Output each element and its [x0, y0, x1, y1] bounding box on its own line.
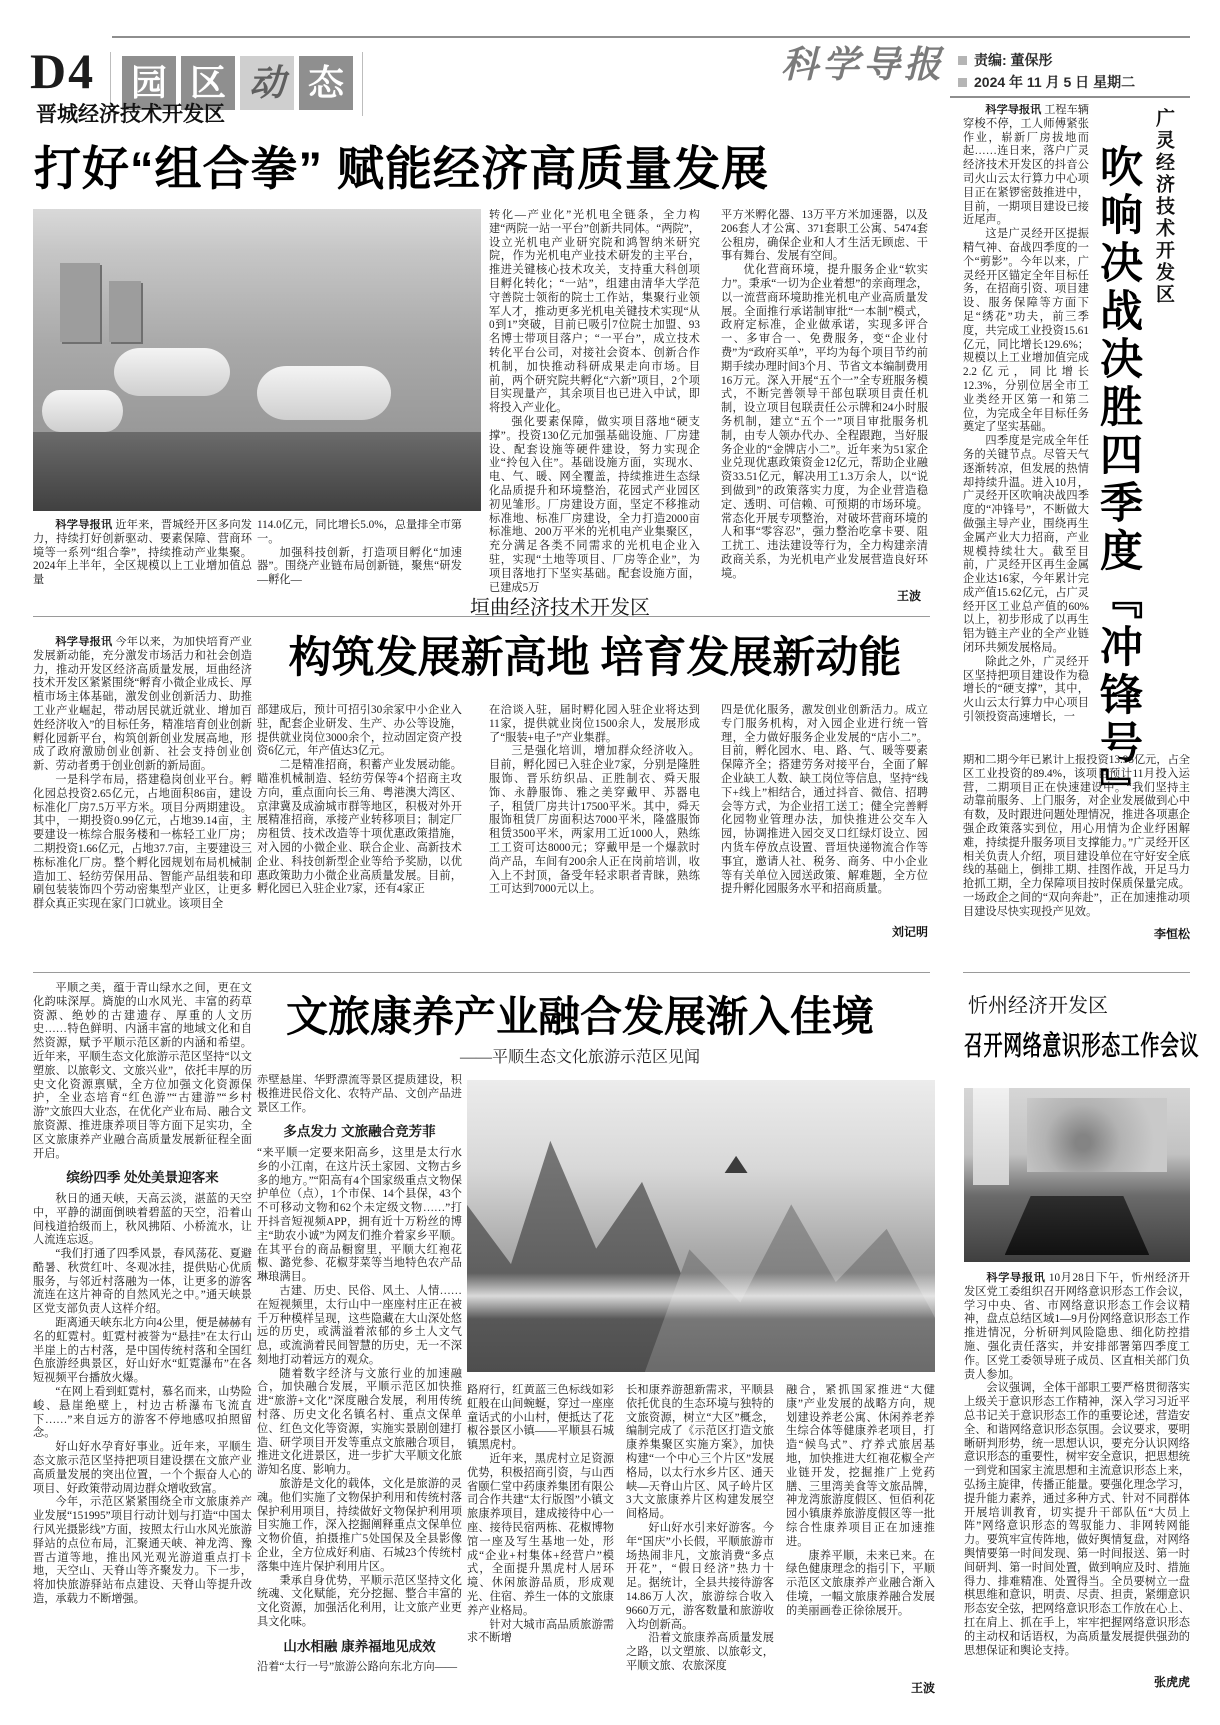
- xinzhou-headline: 召开网络意识形态工作会议: [964, 1031, 1200, 1061]
- meeting-table-shape: [1005, 1196, 1150, 1255]
- masthead-logo: 科学导报: [781, 45, 945, 86]
- header-meta: [958, 50, 1190, 93]
- warehouse-shape: [257, 366, 391, 420]
- section-logo-char: 动: [240, 56, 294, 110]
- pingshun-byline: 王波: [910, 1681, 935, 1695]
- divider-rule: [33, 972, 930, 973]
- xinzhou-byline: 张虎虎: [1153, 1675, 1190, 1689]
- warehouse-shape: [42, 390, 123, 432]
- jincheng-col-1: 科学导报讯 近年来，晋城经开区多向发力，持续打好创新驱动、要素保障、营商环境等一系列“组合拳”，持续推动产业集聚。2024年上半年，全区规模以上工业增加值总量: [33, 519, 252, 587]
- mist-shape: [467, 1273, 935, 1320]
- bullet-square-icon: [958, 78, 967, 87]
- pingshun-intro: 平顺之美，蕴于青山绿水之间，更在文化韵味深厚。旖旎的山水风光、丰富的药草资源、绝妙的古建遗存、厚重的人文历史……特色鲜明、内涵丰富的地域文化和自然资源，赋予平顺示范区新的内涵和希望。近年来，平顺生态文化旅游示范区坚持“以文塑旅、以旅彰文、文旅兴业”，依托丰厚的历史文化资源禀赋，全方位加强文化资源保护，全业态培育“红色游”“古建游”“乡村游”文旅四大业态，在优化产业布局、融合文旅资源、推进康养项目等方面下足实功，全区文旅康养产业融合高质量发展新征程全面开启。: [33, 982, 252, 1160]
- warehouse-shape: [114, 348, 230, 396]
- guangling-column: 科学导报讯 工程车辆穿梭不停，工人师傅紧张作业，崭新厂房拔地而起……连日来，落户广灵经济技术开发区的抖音公司火山云太行算力中心项目正在紧锣密鼓推进中，目前，一期项目建设已接近尾声。 这是广灵经开区提振精气神、奋战四季度的一个“剪影”。今年以来，广灵经开区锚定全年目标任务，在招商引资、项目建设、服务保障等方面下足“绣花”功夫，前三季度，共完成工业投资15.61亿元，同比增长129.6%；规模以上工业增加值完成2.2亿元，同比增长12.3%，分别位居全市工业类经开区第一和第二位，为完成全年目标任务奠定了坚实基础。 四季度是完成全年任务的关键节点。尽管天气逐渐转凉，但发展的热情却持续升温。进入10月，广灵经开区吹响决战四季度的“冲锋号”，不断做大做强主导产业，围绕再生金属产业大力招商，产业规模持续壮大。截至目前，广灵经开区再生金属企业达16家，今年累计完成产值15.62亿元，占广灵经开区工业总产值的60%以上，初步形成了以再生铝为链主产业的全产业链闭环共频发展格局。 除此之外，广灵经开区坚持把项目建设作为稳增长的“硬支撑”，其中，火山云太行算力中心项目引领投资高速增长，一: [963, 104, 1089, 724]
- guangling-kicker: 广灵经济技术开发区: [1153, 108, 1174, 306]
- section-logo-char: 态: [299, 56, 353, 110]
- temple-shape: [724, 1156, 747, 1174]
- window-shape: [973, 1088, 1009, 1185]
- pingshun-col2-body2: 沿着“太行一号”旅游公路向东北方向——: [257, 1661, 458, 1674]
- pingshun-col2-lead: 赤壁悬崖、华野漂流等景区提质建设，积极推进民俗文化、农特产品、文创产品进景区工作。: [257, 1074, 462, 1114]
- jincheng-byline: 王波: [896, 589, 921, 603]
- jincheng-kicker: 晋城经济技术开发区: [36, 103, 225, 126]
- bullet-square-icon: [958, 56, 967, 65]
- xinzhou-photo: [964, 1088, 1190, 1262]
- pingshun-col-2: [257, 1074, 462, 1704]
- section-logo-char: 园: [122, 56, 176, 110]
- jincheng-headline: 打好“组合拳” 赋能经济高质量发展: [34, 142, 770, 195]
- pingshun-col2-body: “来平顺一定要来阳高乡，这里是太行水乡的小江南，在这片沃土家园、文物古乡多的地方。”“阳高有4个国家级重点文物保护单位（点），1个市保、14个县保，43个不可移动文物和62个未定级文物……”打开抖音短视频APP，拥有近十万粉丝的博主“助农小诚”为网友们推介着家乡平顺。在其平台的商品橱窗里，平顺大红袍花椒、潞党参、花椒芽菜等当地特色农产品琳琅满目。 古建、历史、民俗、风土、人情……在短视频里，太行山中一座座村庄正在被千万种模样呈现，这些隐藏在大山深处悠远的历史，或满溢着浓郁的乡土人文气息，或流淌着民间智慧的历史，无一不深刻地打动着远方的观众。 随着数字经济与文旅行业的加速融合，加快融合发展，平顺示范区加快推进“旅游+文化”深度融合发展，利用传统村落、历史文化名镇名村、重点文保单位、红色文化等资源，实施实景剧创建打造、研学项目开发等重点文旅融合项目，推进文化进景区，进一步扩大平顺文化旅游知名度、影响力。 旅游是文化的载体，文化是旅游的灵魂。他们实施了文物保护利用和传统村落保护利用项目，持续做好文物保护利用项目实施工作，深入挖掘阐释重点文保单位文物价值，拍摄推广5处国保及全县影像企业，全方位成好利庙、石城23个传统村落集中连片保护利用片区。 秉承自身优势，平顺示范区坚持文化统魂、文化赋能，充分挖掘、整合丰富的文化资源，加强活化利用，让文旅产业更具文化味。: [257, 1146, 462, 1629]
- header-top-rule: [112, 36, 1190, 38]
- date-line: [958, 72, 1190, 94]
- pingshun-headline: 文旅康养产业融合发展渐入佳境: [285, 995, 874, 1041]
- trees-shape: [33, 432, 481, 511]
- yuanqu-col-3: 在洽谈入驻，届时孵化园入驻企业将达到11家，提供就业岗位1500余人，发展形成了“服装+电子”产业集群。 三是强化培训，增加群众经济收入。目前，孵化园已入驻企业7家，分别是隆胜服饰、晋乐纺织品、正胜制衣、舜天服饰、永静服饰、雅之美穿戴甲、苏器电子，租赁厂房共计17500平米。其中，舜天服饰租赁厂房面积达7000平米，隆盛服饰租赁3500平米，两家用工近1000人，熟练工工资可达8000元；穿戴甲是一个爆款时尚产品，车间有200余人正在岗前培训，收入上不封顶，备受年轻求职者青睐，熟练工可达到7000元以上。: [489, 704, 700, 896]
- issue-date: 2024 年 11 月 5 日 星期二: [974, 73, 1136, 90]
- pingshun-col1-body: 秋日的通天峡，天高云淡，湛蓝的天空中，平静的湖面倒映着碧蓝的天空，沿着山间栈道拾级而上，秋风拂陌、小桥流水，让人流连忘返。 “我们打通了四季风景，春风荡花、夏避酷暑、秋赏红叶、冬观冰挂，提供贴心优质服务，与邻近村落融为一体，让更多的游客流连在这片神奇的自然风光之中。”通天峡景区党支部负责人这样介绍。 距离通天峡东北方向4公里，便是赫赫有名的虹霓村。虹霓村被誉为“悬挂”在太行山半崖上的古村落，是中国传统村落和全国红色旅游经典景区，好山好水“虹霓瀑布”在各短视频平台播放火爆。 “在网上看到虹霓村，慕名而来，山势险峻、悬崖绝壁上，村边古桥瀑布飞流直下……”来自远方的游客不停地感叹拍照留念。 好山好水孕育好事业。近年来，平顺生态文旅示范区坚持把项目建设摆在文旅产业高质量发展的突出位置，一个个振奋人心的项目、好政策带动周边群众增收致富。 今年，示范区紧紧围绕全市文旅康养产业发展“151995”项目行动计划与打造“中国太行风光摄影线”方面，按照太行山水风光旅游驿站的点位布局，汇聚通天峡、神龙湾、豫晋古道等地，推出风光观光游道重点打卡地，天空山、天脊山等齐聚发力。下一步，将加快旅游驿站布点建设、天脊山等提升改造，承载力不断增强。: [33, 1192, 252, 1606]
- editor-name: 责编: 董保彤: [974, 52, 1053, 68]
- editor-line: [958, 50, 1190, 72]
- pingshun-col-3: 路府行，红黄蓝三色标线如彩虹般在山间蜿蜒，穿过一座座童话式的小山村，便抵达了花椒谷景区小镇——平顺县石城镇黑虎村。 近年来，黑虎村立足资源优势，积极招商引资，与山西省颐仁堂中药康养集团有限公司合作共建“太行版图”小镇文旅康养项目，建成接待中心一座、接待民宿两栋、花椒博物馆一座及写生基地一处，形成“企业+村集体+经营户”模式，全面提升黑虎村人居环境、休闲旅游品质，形成观光、住宿、养生一体的文旅康养产业格局。 针对大城市高品质旅游需求不断增: [467, 1384, 614, 1645]
- pingshun-subhead-culture: 多点发力 文旅融合竞芳菲: [283, 1124, 436, 1140]
- guangling-byline: 李恒松: [1153, 927, 1190, 941]
- jincheng-col-4: 平方米孵化器、13万平方米加速器，以及206套人才公寓、371套职工公寓、5474套公租房，确保企业和人才生活无顾虑、干事有舞台、发展有空间。 优化营商环境，提升服务企业“软实力”。秉承“一切为企业着想”的亲商理念，以一流营商环境助推光机电产业高质量发展。全面推行承诺制审批“一本制”模式，政府定标准，企业做承诺，实现多评合一、多审合一、免费服务，变“企业付费”为“政府买单”，平均为每个项目节约前期手续办理时间3个月、节省文本编制费用16万元。深入开展“五个一”全专班服务模式，不断完善领导干部包联项目责任机制，设立项目包联责任公示牌和24小时服务机制，建立“五个一”项目审批服务机制，由专人领办代办、全程跟跑，当好服务企业的“金牌店小二”。近年来为51家企业兑现优惠政策资金12亿元，帮助企业融资33.51亿元，解决用工1.3万余人，以“说到做到”的政策落实力度，为企业营造稳定、透明、可信赖、可预期的市场环境。常态化开展专项整治，对破坏营商环境的人和事“零容忍”，强力整治吃拿卡要、阻工扰工、违法建设等行为，全力构建亲清政商关系，为光机电产业发展营造良好环境。: [721, 209, 928, 580]
- section-logo: [122, 56, 353, 110]
- jincheng-col-2: 114.0亿元，同比增长5.0%，总量排全市第一。 加强科技创新，打造项目孵化“加速器”。围绕产业链布局创新链，聚焦“研发—孵化—: [257, 519, 462, 587]
- xinzhou-kicker: 忻州经济开发区: [968, 995, 1108, 1017]
- yuanqu-byline: 刘记明: [891, 925, 928, 939]
- yuanqu-col-4: 四是优化服务，激发创业创新活力。成立专门服务机构，对入园企业进行统一管理，全力做好服务企业发展的“店小二”。目前，孵化园水、电、路、气、暖等要素保障齐全；搭建劳务对接平台，全面了解企业缺工人数、缺工岗位等信息，坚持“线下+线上”相结合，通过抖音、微信、招聘会等方式，为企业招工送工；健全完善孵化园物业管理办法，加快推进公交车入园，协调推进入园交叉口红绿灯设立、园内货车停放点设置、晋垣快递物流合作等事宜，邀请人社、税务、商务、中小企业等有关单位入园送政策、解难题，全方位提升孵化园服务水平和招商质量。: [721, 704, 928, 896]
- yuanqu-intro-column: 科学导报讯 今年以来，为加快培育产业发展新动能，充分激发市场活力和社会创造力，推动开发区经济高质量发展，垣曲经济技术开发区紧紧围绕“孵育小微企业成长、厚植市场主体基础，激发创业创新活力、助推工业产业崛起，带动居民就近就业、增加百姓经济收入”的目标任务，精准培育创业创新孵化园新平台，构筑创新创业发展高地，形成了政府激励创业创新、社会支持创业创新、劳动者勇于创业创新的新局面。 一是科学布局，搭建稳岗创业平台。孵化园总投资2.65亿元，占地面积86亩，建设标准化厂房7.5万平方米。项目分两期建设。其中，一期投资0.99亿元，占地39.14亩，主要建设一栋综合服务楼和一栋轻工业厂房；二期投资1.66亿元，占地37.7亩，主要建设三栋标准化厂房。整个孵化园规划布局机械制造加工、轻纺劳保用品、智能产品组装和印刷包装装饰四个劳动密集型产业区，让更多群众真正实现在家门口就业。该项目全: [33, 636, 252, 911]
- xinzhou-body: 科学导报讯 10月28日下午，忻州经济开发区党工委组织召开网络意识形态工作会议，学习中央、省、市网络意识形态工作会议精神，盘点总结区域1—9月份网络意识形态工作推进情况，分析研判风险隐患、细化防控措施、强化责任落实，并安排部署第四季度工作。区党工委领导班子成员、区直相关部门负责人参加。 会议强调，全体干部职工要严格贯彻落实上级关于意识形态工作精神，深入学习习近平总书记关于意识形态工作的重要论述，营造安全、和谐网络意识形态氛围。会议要求，要明晰研判形势，统一思想认识，要充分认识网络意识形态的重要性，树牢安全意识，把思想统一到党和国家主流思想和主流意识形态上来，弘扬主旋律，传播正能量。要强化理念学习，提升能力素养，通过多种方式、针对不同群体开展培训教育，切实提升干部队伍“大员上阵”网络意识形态的驾驭能力、非网转网能力。要筑牢宣传阵地，做好舆情复盘，对网络舆情要第一时间发现、第一时间报送、第一时间研判、第一时间处置，做到响应及时、措施得力、排难精准、处置得当。全员要树立一盘棋思维和意识，明责、尽责、担责，紧绷意识形态安全弦，把网络意识形态工作放在心上、扛在肩上、抓在手上，牢牢把握网络意识形态的主动权和话语权，为高质量发展提供强劲的思想保证和舆论支持。: [964, 1272, 1190, 1657]
- yuanqu-headline: 构筑发展新高地 培育发展新动能: [288, 635, 902, 682]
- guangling-headline: 吹响决战决胜四季度『冲锋号』: [1094, 144, 1142, 816]
- pingshun-subhead-seasons: 缤纷四季 处处美景迎客来: [66, 1170, 219, 1186]
- pingshun-subtitle: ——平顺生态文化旅游示范区见闻: [459, 1049, 700, 1066]
- wall-painting-shape: [1027, 1098, 1167, 1171]
- section-logo-char: 区: [181, 56, 235, 110]
- page-number: D4: [30, 43, 96, 99]
- jincheng-col-3: 转化—产业化”光机电全链条，全力构建“两院一站一平台”创新共同体。“两院”，设立光机电产业研究院和鸿智纳米研究院，作为光机电产业技术研发的主平台，推进关键核心技术攻关，支持重大科创项目孵化转化；“一站”，组建由清华大学范守善院士领衔的院士工作站，集聚行业领军人才，推动更多光机电关键技术实现“从0到1”突破，目前已吸引7位院士加盟、93名博士带项目落户；“一平台”，成立技术转化平台公司，对接社会资本、创新合作机制，加快推动科研成果走向市场。目前，两个研究院共孵化“六新”项目，2个项目实现量产，其余项目也已进入中试，即将投入产业化。 强化要素保障，做实项目落地“硬支撑”。投资130亿元加强基础设施、厂房建设、配套设施等硬件建设，努力实现企业“拎包入住”。基础设施方面，实现水、电、气、暖、网全覆盖，持续推进生态绿化品质提升和环境整治，花园式产业园区初见雏形。厂房建设方面，坚定不移推动标准地、标准厂房建设，全力打造2000亩标准地、200万平米的光机电产业集聚区，充分满足各类不同需求的光机电企业入驻，实现“土地等项目、厂房等企业”，为项目落地打下坚实基础。配套设施方面，已建成5万: [489, 209, 700, 594]
- guangling-bottom-block: 期和二期今年已累计上报投资13.95亿元，占全区工业投资的89.4%，该项目预计11月投入运营，二期项目正在快速建设中。“我们坚持主动靠前服务、上门服务，对企业发展做到心中有数，及时跟进问题处理情况，推进各项惠企强企政策落实到位，用心用情为企业纾困解难，持续提升服务项目支撑能力。”广灵经开区相关负责人介绍，项目建设单位在守好安全底线的基础上，倒排工期、挂图作战，开足马力抢抓工期，全力保障项目按时保质保量完成。一场政企之间的“双向奔赴”，正在加速推动项目建设尽快实现投产见效。: [963, 754, 1190, 918]
- yuanqu-kicker: 垣曲经济技术开发区: [470, 597, 650, 619]
- yuanqu-col-2: 部建成后，预计可招引30余家中小企业入驻，配套企业研发、生产、办公等设施，提供就业岗位3000余个，拉动固定资产投资6亿元，年产值达3亿元。 二是精准招商，积蓄产业发展动能。瞄准机械制造、轻纺劳保等4个招商主攻方向，重点面向长三角、粤港澳大湾区、京津冀及成渝城市群等地区，积极对外开展精准招商，承接产业转移项目；制定厂房租赁、技术改造等十项优惠政策措施，对入园的小微企业、联合企业、高新技术企业、科技创新型企业等给予奖励，以优惠政策助力小微企业高质量发展。目前，孵化园已入驻企业7家，还有4家正: [257, 704, 462, 896]
- header-meta-rule: [950, 96, 1190, 98]
- building-shape: [60, 263, 100, 342]
- building-shape: [109, 281, 140, 341]
- pingshun-col-4: 长和康养游憩新需求，平顺县依托优良的生态环境与独特的文旅资源，树立“大区”概念，编制完成了《示范区打造文旅康养集聚区实施方案》，加快构建“一个中心三个片区”发展格局，以太行水乡片区、通天峡—天脊山片区、风子岭片区3大文旅康养片区构建发展空间格局。 好山好水引来好游客。今年“国庆”小长假，平顺旅游市场热闹非凡，文旅消费“多点开花”，“假日经济”热力十足。据统计，全县共接待游客14.86万人次，旅游综合收入9660万元，游客数量和旅游收入均创新高。 沿着文旅康养高质量发展之路，以文塑旅、以旅彰文，平顺文旅、农旅深度: [626, 1384, 774, 1672]
- logo-divider-right: [362, 52, 363, 116]
- pingshun-subhead-wellness: 山水相融 康养福地见成效: [283, 1638, 436, 1654]
- divider-rule: [963, 972, 1190, 973]
- jincheng-photo: [33, 209, 481, 511]
- pingshun-photo: [467, 1080, 935, 1372]
- pingshun-col-1: [33, 982, 252, 1704]
- mountain-shape: [645, 1168, 935, 1372]
- pingshun-col-5: 融合，紧抓国家推进“大健康”产业发展的战略方向，规划建设养老公寓、休闲养老养生综合体等健康养老项目，打造“候鸟式”、疗养式旅居基地，加快推进大红袍花椒全产业链开发，挖掘推广上党药膳、三里湾美食等文旅品牌，神龙湾旅游度假区、恒佰利花园小镇康养旅游度假区等一批综合性康养项目正在加速推进。 康养平顺，未来已来。在绿色健康理念的指引下，平顺示范区文旅康养产业融合渐入佳境，一幅文旅康养融合发展的美丽画卷正徐徐展开。: [786, 1384, 935, 1617]
